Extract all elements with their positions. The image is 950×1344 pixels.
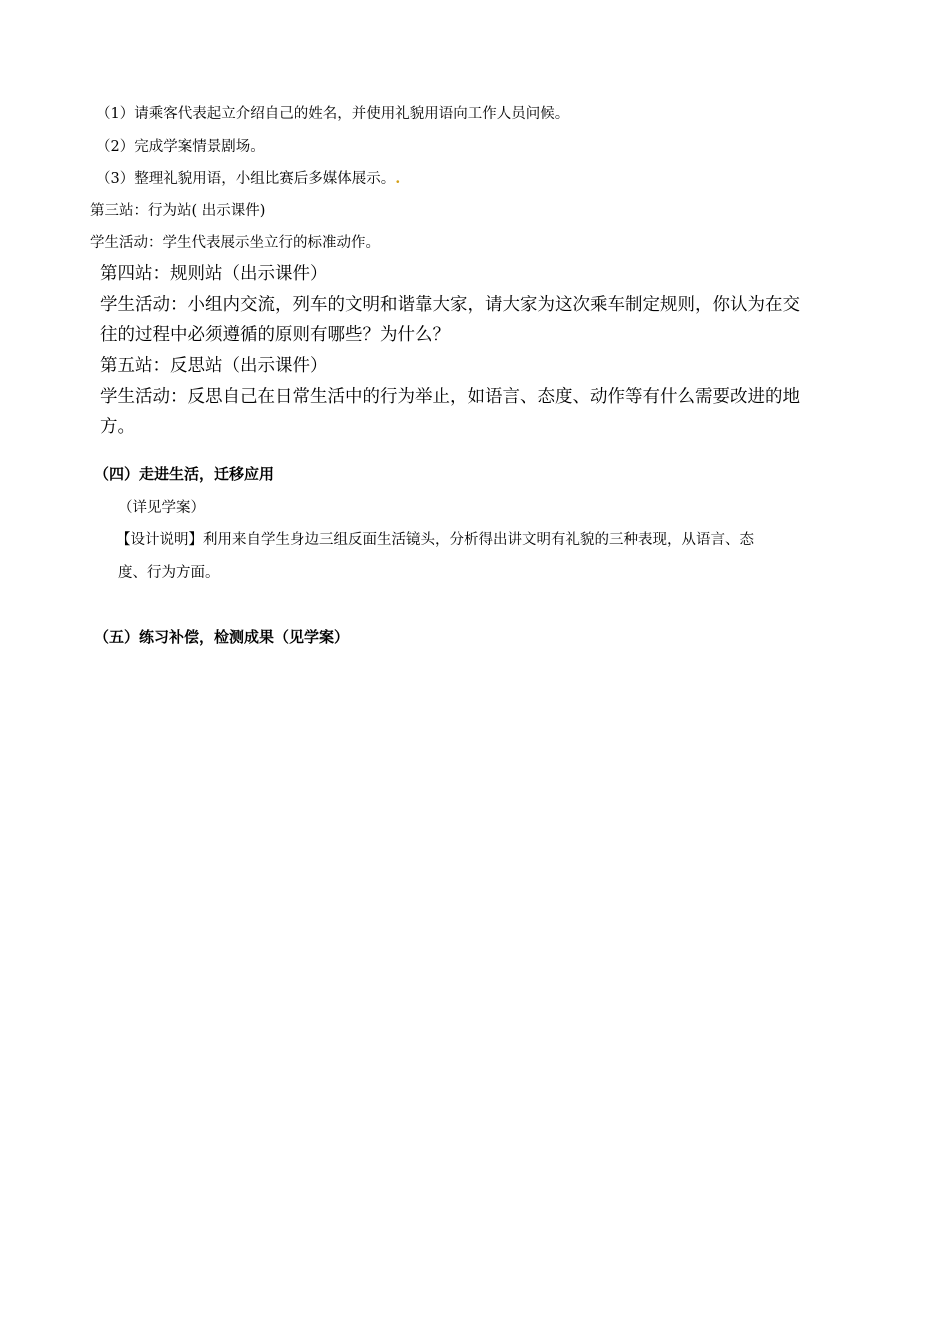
design-note-line-2: 度、行为方面。 <box>118 565 220 581</box>
design-note-line-1: 【设计说明】利用来自学生身边三组反面生活镜头，分析得出讲文明有礼貌的三种表现，从语言、态 <box>116 532 754 548</box>
station-five-activity-line-2: 方。 <box>100 417 135 437</box>
section-five-heading: （五）练习补偿，检测成果（见学案） <box>94 628 350 646</box>
station-four-heading: 第四站：规则站（出示课件） <box>100 264 328 284</box>
station-five-activity-line-1: 学生活动：反思自己在日常生活中的行为举止，如语言、态度、动作等有什么需要改进的地 <box>100 387 800 407</box>
station-four-activity-line-1: 学生活动：小组内交流，列车的文明和谐靠大家，请大家为这次乘车制定规则，你认为在交 <box>100 295 800 315</box>
section-four-heading: （四）走进生活，迁移应用 <box>94 465 275 483</box>
text-line-1: （1）请乘客代表起立介绍自己的姓名，并使用礼貌用语向工作人员问候。 <box>96 106 570 122</box>
see-study-plan-note: （详见学案） <box>118 500 205 516</box>
station-three-activity: 学生活动：学生代表展示坐立行的标准动作。 <box>90 235 380 251</box>
station-five-heading: 第五站：反思站（出示课件） <box>100 356 328 376</box>
text-line-2: （2）完成学案情景剧场。 <box>96 139 265 155</box>
station-three-heading: 第三站：行为站( 出示课件) <box>90 203 266 219</box>
station-four-activity-line-2: 往的过程中必须遵循的原则有哪些？为什么？ <box>100 325 450 345</box>
highlight-mark: . <box>395 170 401 187</box>
text-line-3-content: （3）整理礼貌用语，小组比赛后多媒体展示。 <box>96 171 396 187</box>
text-line-3 <box>96 167 400 188</box>
